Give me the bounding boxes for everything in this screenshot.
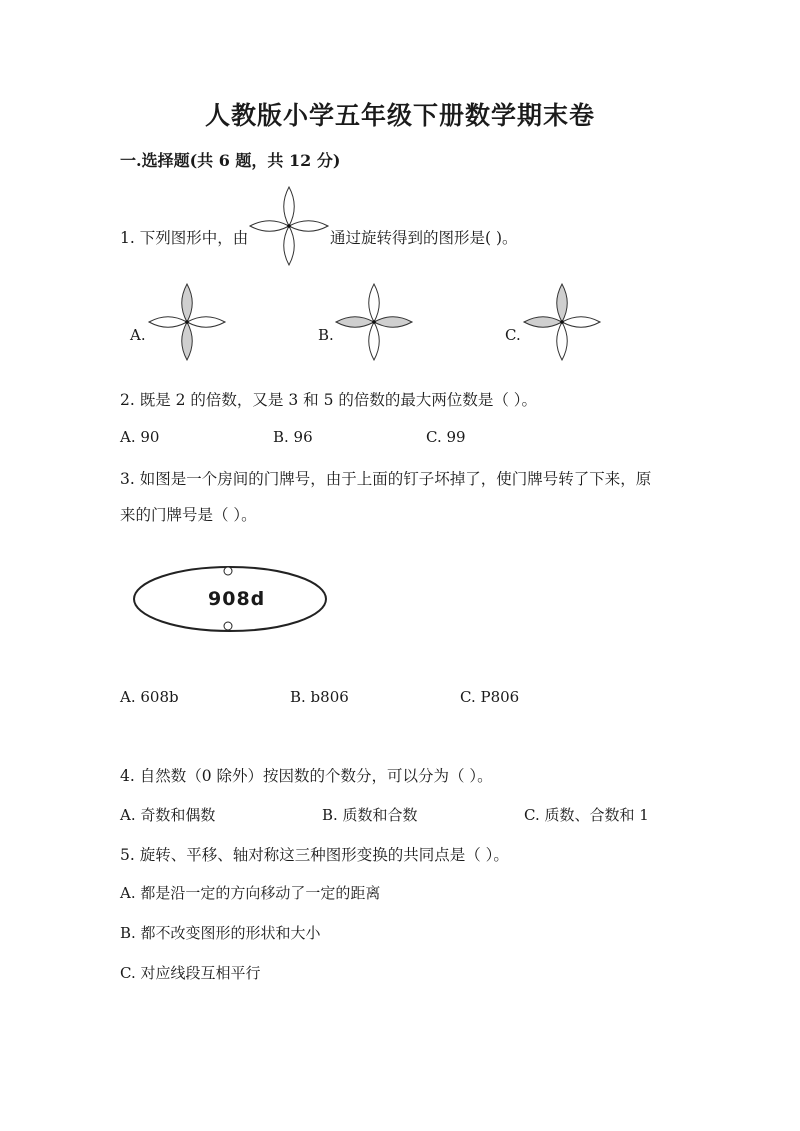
q1-option-c-figure[interactable]	[523, 283, 601, 361]
q1-flower-figure	[249, 186, 329, 266]
page-title: 人教版小学五年级下册数学期末卷	[204, 101, 595, 130]
q1-option-a-figure[interactable]	[148, 283, 226, 361]
q3-option-b[interactable]: B. b806	[290, 688, 349, 706]
q1-option-c-label[interactable]: C.	[505, 326, 521, 344]
q2-option-c[interactable]: C. 99	[426, 428, 466, 446]
q3-option-a[interactable]: A. 608b	[120, 688, 179, 706]
q2-option-a[interactable]: A. 90	[120, 428, 160, 446]
q4-option-b[interactable]: B. 质数和合数	[322, 806, 418, 824]
q4-option-a[interactable]: A. 奇数和偶数	[120, 806, 216, 824]
q5-option-b[interactable]: B. 都不改变图形的形状和大小	[120, 924, 321, 942]
section-heading: 一.选择题(共 6 题，共 12 分)	[120, 151, 341, 170]
q4-text: 4. 自然数（0 除外）按因数的个数分，可以分为（ ）。	[120, 767, 493, 785]
q1-option-a-label[interactable]: A.	[130, 326, 146, 344]
q1-text-after: 通过旋转得到的图形是( )。	[330, 229, 518, 247]
q3-text-line1: 3. 如图是一个房间的门牌号，由于上面的钉子坏掉了，使门牌号转了下来，原	[120, 470, 652, 488]
q3-text-line2: 来的门牌号是（ ）。	[120, 506, 257, 524]
q5-option-c[interactable]: C. 对应线段互相平行	[120, 964, 261, 982]
q1-option-b-figure[interactable]	[335, 283, 413, 361]
q5-text: 5. 旋转、平移、轴对称这三种图形变换的共同点是（ ）。	[120, 846, 509, 864]
q1-text-before: 1. 下列图形中，由	[120, 229, 249, 247]
q4-option-c[interactable]: C. 质数、合数和 1	[524, 806, 649, 824]
q2-option-b[interactable]: B. 96	[273, 428, 313, 446]
q3-option-c[interactable]: C. P806	[460, 688, 520, 706]
q5-option-a[interactable]: A. 都是沿一定的方向移动了一定的距离	[120, 884, 381, 902]
q1-option-b-label[interactable]: B.	[318, 326, 334, 344]
door-plate-number: 908d	[208, 588, 266, 610]
q2-text: 2. 既是 2 的倍数，又是 3 和 5 的倍数的最大两位数是（ ）。	[120, 391, 538, 409]
